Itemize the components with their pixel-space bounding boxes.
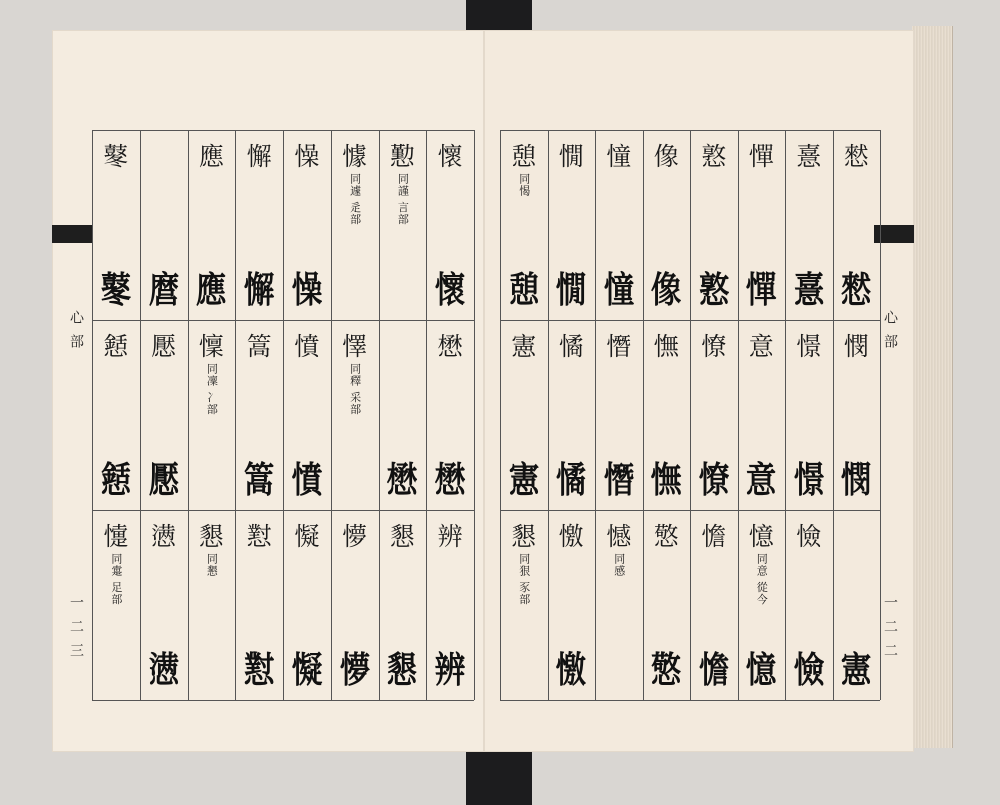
- regular-script-character: 憰: [558, 332, 584, 361]
- seal-script-character: 憫: [840, 459, 872, 501]
- seal-script-character: 憬: [793, 459, 825, 501]
- regular-script-character: 懜: [342, 522, 368, 551]
- character-cell: [785, 130, 833, 320]
- variant-note: 同謹 言部: [396, 173, 410, 226]
- character-cell: [833, 510, 881, 700]
- character-cell: [500, 130, 548, 320]
- grid-rule-horizontal: [92, 700, 474, 701]
- grid-rule-vertical: [474, 130, 475, 700]
- seal-script-character: 麿: [148, 269, 179, 311]
- regular-script-character: 懃: [389, 142, 415, 171]
- regular-script-character: 懇: [389, 522, 415, 551]
- regular-script-character: 憖: [843, 142, 869, 171]
- character-cell: [690, 320, 738, 510]
- seal-script-character: 憯: [603, 459, 635, 501]
- character-cell: [426, 130, 474, 320]
- thumb-tab-left: [52, 225, 92, 243]
- seal-script-character: 憙: [793, 269, 825, 311]
- regular-script-character: 應: [198, 142, 224, 171]
- seal-script-character: 憲: [508, 459, 540, 501]
- character-cell: [140, 510, 188, 700]
- regular-script-character: 憸: [796, 522, 822, 551]
- character-cell: [643, 130, 691, 320]
- character-cell: [92, 320, 140, 510]
- variant-note: 同疐 足部: [109, 553, 123, 606]
- variant-note: 同意 從今: [755, 553, 769, 606]
- seal-script-character: 憲: [840, 649, 872, 691]
- left-section-label: 心部: [68, 310, 84, 358]
- regular-script-character: 懍: [198, 332, 224, 361]
- seal-script-character: 憩: [508, 269, 540, 311]
- seal-script-character: 懋: [434, 459, 466, 501]
- seal-script-character: 意: [745, 459, 777, 501]
- regular-script-character: 懝: [294, 522, 320, 551]
- seal-script-character: 憺: [698, 649, 730, 691]
- regular-script-character: 憬: [796, 332, 822, 361]
- seal-script-character: 篙: [243, 459, 275, 501]
- character-cell: [738, 320, 786, 510]
- variant-note: 同遽 辵部: [348, 173, 362, 226]
- seal-script-character: 憝: [698, 269, 730, 311]
- character-cell: [283, 130, 331, 320]
- regular-script-character: 憶: [748, 522, 774, 551]
- regular-script-character: 像: [653, 142, 679, 171]
- seal-script-character: 懷: [434, 269, 466, 311]
- character-cell: [548, 130, 596, 320]
- character-cell: [379, 130, 427, 320]
- character-cell: [235, 130, 283, 320]
- seal-script-character: 憭: [698, 459, 730, 501]
- regular-script-character: 懑: [151, 522, 177, 551]
- regular-script-character: 懖: [103, 332, 129, 361]
- character-cell: [595, 510, 643, 700]
- seal-script-character: 憚: [745, 269, 777, 311]
- character-cell: [235, 320, 283, 510]
- regular-script-character: 辨: [437, 522, 463, 551]
- character-cell: [643, 510, 691, 700]
- seal-script-character: 鼕: [100, 269, 132, 311]
- character-cell: [283, 510, 331, 700]
- regular-script-character: 憯: [606, 332, 632, 361]
- character-cell: [188, 320, 236, 510]
- regular-script-character: 懷: [437, 142, 463, 171]
- character-cell: [331, 130, 379, 320]
- character-cell: [548, 320, 596, 510]
- character-cell: [690, 130, 738, 320]
- character-cell: [738, 130, 786, 320]
- regular-script-character: 懇: [511, 522, 537, 551]
- seal-script-character: 懋: [387, 459, 418, 501]
- regular-script-character: 憼: [653, 522, 679, 551]
- seal-script-character: 懕: [148, 459, 179, 501]
- character-cell: [500, 320, 548, 510]
- regular-script-character: 懅: [342, 142, 368, 171]
- seal-script-character: 憼: [650, 649, 682, 691]
- regular-script-character: 憾: [606, 522, 632, 551]
- character-cell: [500, 510, 548, 700]
- regular-script-character: 憮: [653, 332, 679, 361]
- character-cell: [188, 130, 236, 320]
- seal-script-character: 憰: [555, 459, 587, 501]
- regular-script-character: 懋: [437, 332, 463, 361]
- character-cell: [331, 510, 379, 700]
- seal-script-character: 懆: [291, 269, 323, 311]
- character-cell: [140, 130, 188, 320]
- seal-script-character: 懇: [387, 649, 418, 691]
- character-cell: [738, 510, 786, 700]
- seal-script-character: 憖: [840, 269, 872, 311]
- regular-script-character: 懇: [198, 522, 224, 551]
- character-grid-left: [92, 130, 474, 700]
- variant-note: 同感: [612, 553, 626, 577]
- regular-script-character: 懈: [246, 142, 272, 171]
- seal-script-character: 辨: [434, 649, 466, 691]
- character-cell: [643, 320, 691, 510]
- character-cell: [379, 320, 427, 510]
- regular-script-character: 憝: [701, 142, 727, 171]
- seal-script-character: 像: [650, 269, 682, 311]
- character-cell: [426, 320, 474, 510]
- regular-script-character: 憺: [701, 522, 727, 551]
- regular-script-character: 意: [748, 332, 774, 361]
- seal-script-character: 懖: [100, 459, 132, 501]
- character-cell: [690, 510, 738, 700]
- character-cell: [595, 320, 643, 510]
- seal-script-character: 憪: [555, 269, 587, 311]
- regular-script-character: 懥: [103, 522, 129, 551]
- variant-note: 同狠 豕部: [517, 553, 531, 606]
- regular-script-character: 憧: [606, 142, 632, 171]
- seal-script-character: 憮: [650, 459, 682, 501]
- seal-script-character: 懈: [243, 269, 275, 311]
- regular-script-character: 鼕: [103, 142, 129, 171]
- regular-script-character: 憿: [558, 522, 584, 551]
- variant-note: 同釋 采部: [348, 363, 362, 416]
- variant-note: 同凜 冫部: [205, 363, 219, 416]
- left-page: [52, 30, 484, 752]
- character-grid-right: [500, 130, 880, 700]
- regular-script-character: 憭: [701, 332, 727, 361]
- seal-script-character: 憿: [555, 649, 587, 691]
- right-page: [484, 30, 914, 752]
- character-cell: [331, 320, 379, 510]
- regular-script-character: 憪: [558, 142, 584, 171]
- regular-script-character: 懌: [342, 332, 368, 361]
- character-cell: [379, 510, 427, 700]
- character-cell: [92, 510, 140, 700]
- regular-script-character: 懟: [246, 522, 272, 551]
- regular-script-character: 憫: [843, 332, 869, 361]
- character-cell: [785, 320, 833, 510]
- character-cell: [140, 320, 188, 510]
- grid-rule-vertical: [880, 130, 881, 700]
- regular-script-character: 憲: [511, 332, 537, 361]
- regular-script-character: 懕: [151, 332, 177, 361]
- left-page-number: 一二三: [68, 595, 84, 667]
- seal-script-character: 憧: [603, 269, 635, 311]
- character-cell: [595, 130, 643, 320]
- grid-rule-horizontal: [500, 700, 880, 701]
- variant-note: 同愒: [517, 173, 531, 197]
- character-cell: [283, 320, 331, 510]
- seal-script-character: 懜: [339, 649, 370, 691]
- seal-script-character: 憶: [745, 649, 777, 691]
- regular-script-character: 憩: [511, 142, 537, 171]
- regular-script-character: 懆: [294, 142, 320, 171]
- character-cell: [833, 130, 881, 320]
- character-cell: [426, 510, 474, 700]
- seal-script-character: 懟: [243, 649, 275, 691]
- regular-script-character: 憤: [294, 332, 320, 361]
- seal-script-character: 懝: [291, 649, 323, 691]
- right-page-number: 一二二: [882, 595, 898, 667]
- seal-script-character: 應: [196, 269, 227, 311]
- seal-script-character: 憸: [793, 649, 825, 691]
- character-cell: [235, 510, 283, 700]
- regular-script-character: 憚: [748, 142, 774, 171]
- character-cell: [833, 320, 881, 510]
- character-cell: [785, 510, 833, 700]
- variant-note: 同懇: [205, 553, 219, 577]
- page-edges: [912, 26, 953, 748]
- regular-script-character: 憙: [796, 142, 822, 171]
- seal-script-character: 憤: [291, 459, 323, 501]
- character-cell: [92, 130, 140, 320]
- right-section-label: 心部: [882, 310, 898, 358]
- seal-script-character: 懑: [148, 649, 179, 691]
- regular-script-character: 篙: [246, 332, 272, 361]
- character-cell: [188, 510, 236, 700]
- character-cell: [548, 510, 596, 700]
